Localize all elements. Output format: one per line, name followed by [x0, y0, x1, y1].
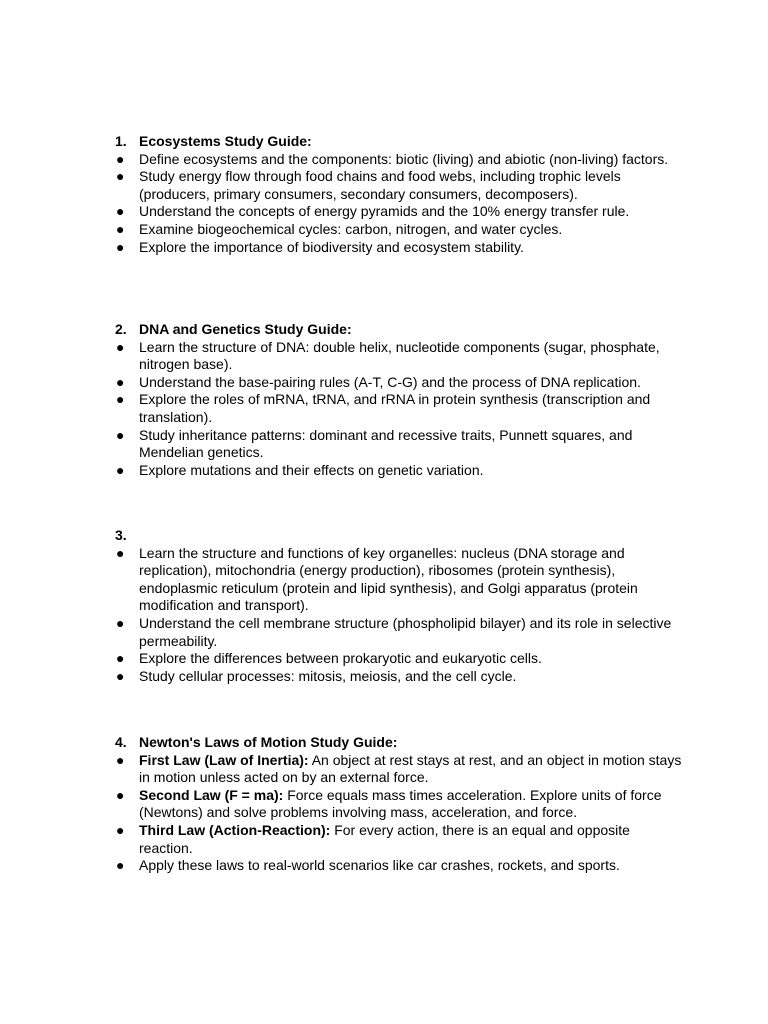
list-item-text: For every action, there is an equal and opposite reaction. [139, 821, 630, 856]
list-item-text: Define ecosystems and the components: biotic (living) and abiotic (non-living) factors. [139, 150, 669, 167]
bullet-icon: ● [116, 391, 125, 408]
bullet-icon: ● [116, 461, 125, 478]
list-item-text: Understand the cell membrane structure (phospholipid bilayer) and its role in selective permeability. [139, 614, 672, 649]
list-item-text: Learn the structure of DNA: double helix, nucleotide components (sugar, phosphate, nitrogen base). [139, 338, 660, 373]
bullet-icon: ● [116, 821, 125, 838]
list-item [115, 822, 685, 857]
list-item [115, 615, 685, 650]
list-item [115, 221, 685, 239]
list-item-lead: Second Law (F = ma): [139, 786, 284, 803]
bullet-icon: ● [116, 667, 125, 684]
list-item-text: Understand the base-pairing rules (A-T, C-G) and the process of DNA replication. [139, 373, 641, 390]
list-item [115, 151, 685, 169]
bullet-icon: ● [116, 751, 125, 768]
bullet-icon: ● [116, 544, 125, 561]
list-item-text: Learn the structure and functions of key organelles: nucleus (DNA storage and replication), mitochondria (energy production), ribosomes (protein synthesis), endoplasmic reticulum (protein and lipid synthesis), and Golgi apparatus (protein modification and transport). [139, 544, 638, 614]
section-number: 1. [115, 133, 127, 149]
bullet-icon: ● [116, 857, 125, 874]
list-item-text: Apply these laws to real-world scenarios like car crashes, rockets, and sports. [139, 857, 620, 874]
list-item-text: Examine biogeochemical cycles: carbon, nitrogen, and water cycles. [139, 220, 563, 237]
section-number: 2. [115, 321, 127, 337]
section-heading [115, 133, 685, 151]
section-number: 4. [115, 734, 127, 750]
bullet-icon: ● [116, 614, 125, 631]
list-item [115, 168, 685, 203]
section-title: Ecosystems Study Guide: [139, 133, 312, 149]
section-heading [115, 321, 685, 339]
bullet-icon: ● [116, 426, 125, 443]
list-item [115, 650, 685, 668]
list-item [115, 462, 685, 480]
bullet-icon: ● [116, 168, 125, 185]
bullet-icon: ● [116, 220, 125, 237]
list-item [115, 545, 685, 615]
list-item-lead: Third Law (Action-Reaction): [139, 821, 331, 838]
bullet-icon: ● [116, 373, 125, 390]
list-item [115, 391, 685, 426]
bullet-icon: ● [116, 203, 125, 220]
bullet-icon: ● [116, 338, 125, 355]
section-number: 3. [115, 527, 127, 543]
study-guide-section [115, 734, 685, 875]
list-item [115, 752, 685, 787]
list-item [115, 668, 685, 686]
section-heading [115, 527, 685, 545]
list-item-text: Explore the roles of mRNA, tRNA, and rRNA in protein synthesis (transcription and translation). [139, 391, 651, 425]
list-item [115, 427, 685, 462]
list-item [115, 857, 685, 875]
list-item-text: Study cellular processes: mitosis, meiosis, and the cell cycle. [139, 667, 517, 684]
list-item-text: Study inheritance patterns: dominant and recessive traits, Punnett squares, and Mendelian genetics. [139, 426, 633, 461]
section-title: DNA and Genetics Study Guide: [139, 321, 352, 337]
section-title: Newton's Laws of Motion Study Guide: [139, 734, 398, 750]
list-item [115, 239, 685, 257]
list-item [115, 203, 685, 221]
study-guide-section [115, 133, 685, 256]
section-heading [115, 734, 685, 752]
bullet-icon: ● [116, 150, 125, 167]
bullet-icon: ● [116, 238, 125, 255]
list-item [115, 339, 685, 374]
bullet-icon: ● [116, 650, 125, 667]
list-item-text: Understand the concepts of energy pyramids and the 10% energy transfer rule. [139, 203, 630, 220]
list-item-text: Explore mutations and their effects on genetic variation. [139, 461, 484, 478]
bullet-icon: ● [116, 786, 125, 803]
list-item [115, 374, 685, 392]
list-item-lead: First Law (Law of Inertia): [139, 751, 309, 768]
list-item [115, 787, 685, 822]
study-guide-section [115, 527, 685, 685]
list-item-text: Explore the differences between prokaryotic and eukaryotic cells. [139, 650, 542, 667]
study-guide-section [115, 321, 685, 479]
list-item-text: Study energy flow through food chains and food webs, including trophic levels (producers, primary consumers, secondary consumers, decomposers). [139, 168, 621, 202]
list-item-text: Force equals mass times acceleration. Explore units of force (Newtons) and solve problems involving mass, acceleration, and force. [139, 786, 662, 821]
list-item-text: Explore the importance of biodiversity and ecosystem stability. [139, 238, 524, 255]
list-item-text: An object at rest stays at rest, and an object in motion stays in motion unless acted on by an external force. [139, 751, 682, 786]
